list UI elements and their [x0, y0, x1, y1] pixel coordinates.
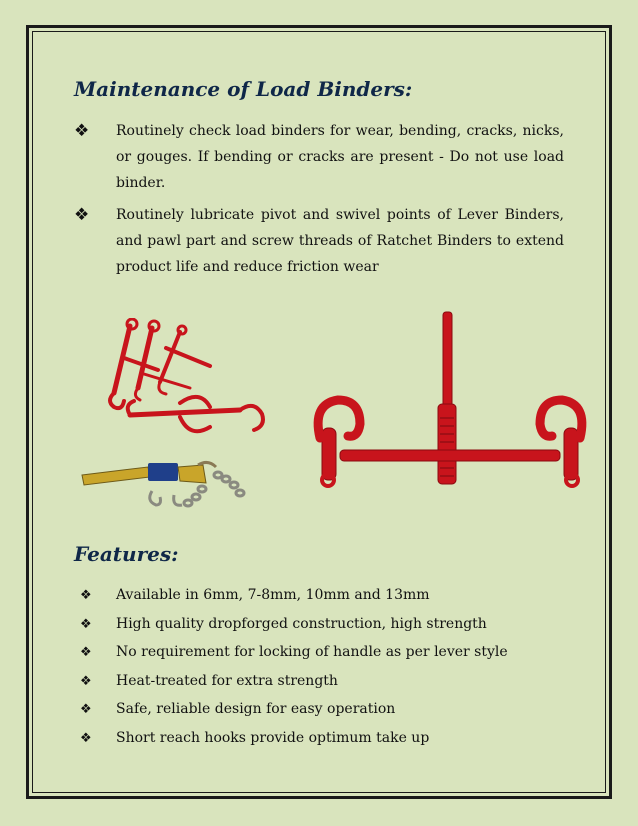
feature-item-text: Safe, reliable design for easy operation	[116, 701, 396, 717]
features-heading: Features:	[74, 542, 179, 566]
ratchet-load-binder-photo	[300, 308, 600, 498]
feature-item-text: No requirement for locking of handle as per lever style	[116, 644, 508, 660]
feature-item-text: Available in 6mm, 7-8mm, 10mm and 13mm	[116, 587, 430, 603]
diamond-bullet-icon: ❖	[80, 588, 92, 603]
diamond-bullet-icon: ❖	[80, 730, 92, 746]
feature-item	[74, 643, 564, 672]
feature-item	[74, 729, 564, 758]
feature-item	[74, 586, 564, 615]
maintenance-item	[74, 118, 564, 196]
diamond-bullet-icon: ❖	[80, 645, 92, 660]
diamond-bullet-icon: ❖	[80, 673, 92, 689]
feature-item-text: High quality dropforged construction, high strength	[116, 615, 487, 632]
maintenance-item-text: Routinely lubricate pivot and swivel points of Lever Binders, and pawl part and screw threads of Ratchet Binders to extend product life and reduce friction wear	[116, 207, 564, 275]
feature-item	[74, 615, 564, 644]
diamond-bullet-icon: ❖	[74, 205, 90, 225]
diamond-bullet-icon: ❖	[80, 702, 92, 717]
maintenance-item-text: Routinely check load binders for wear, bending, cracks, nicks, or gouges. If bending or cracks are present - Do not use load binder.	[116, 123, 564, 191]
diamond-bullet-icon: ❖	[80, 616, 92, 632]
feature-item-text: Short reach hooks provide optimum take up	[116, 729, 430, 746]
maintenance-heading: Maintenance of Load Binders:	[74, 77, 413, 101]
feature-item	[74, 700, 564, 729]
feature-item	[74, 672, 564, 701]
diamond-bullet-icon: ❖	[74, 121, 90, 141]
maintenance-list	[74, 118, 564, 280]
ratchet-binder-with-chain-photo	[78, 455, 258, 525]
binder-hooks-photo	[120, 385, 280, 445]
features-list	[74, 586, 564, 757]
feature-item-text: Heat-treated for extra strength	[116, 672, 338, 689]
maintenance-item	[74, 202, 564, 280]
